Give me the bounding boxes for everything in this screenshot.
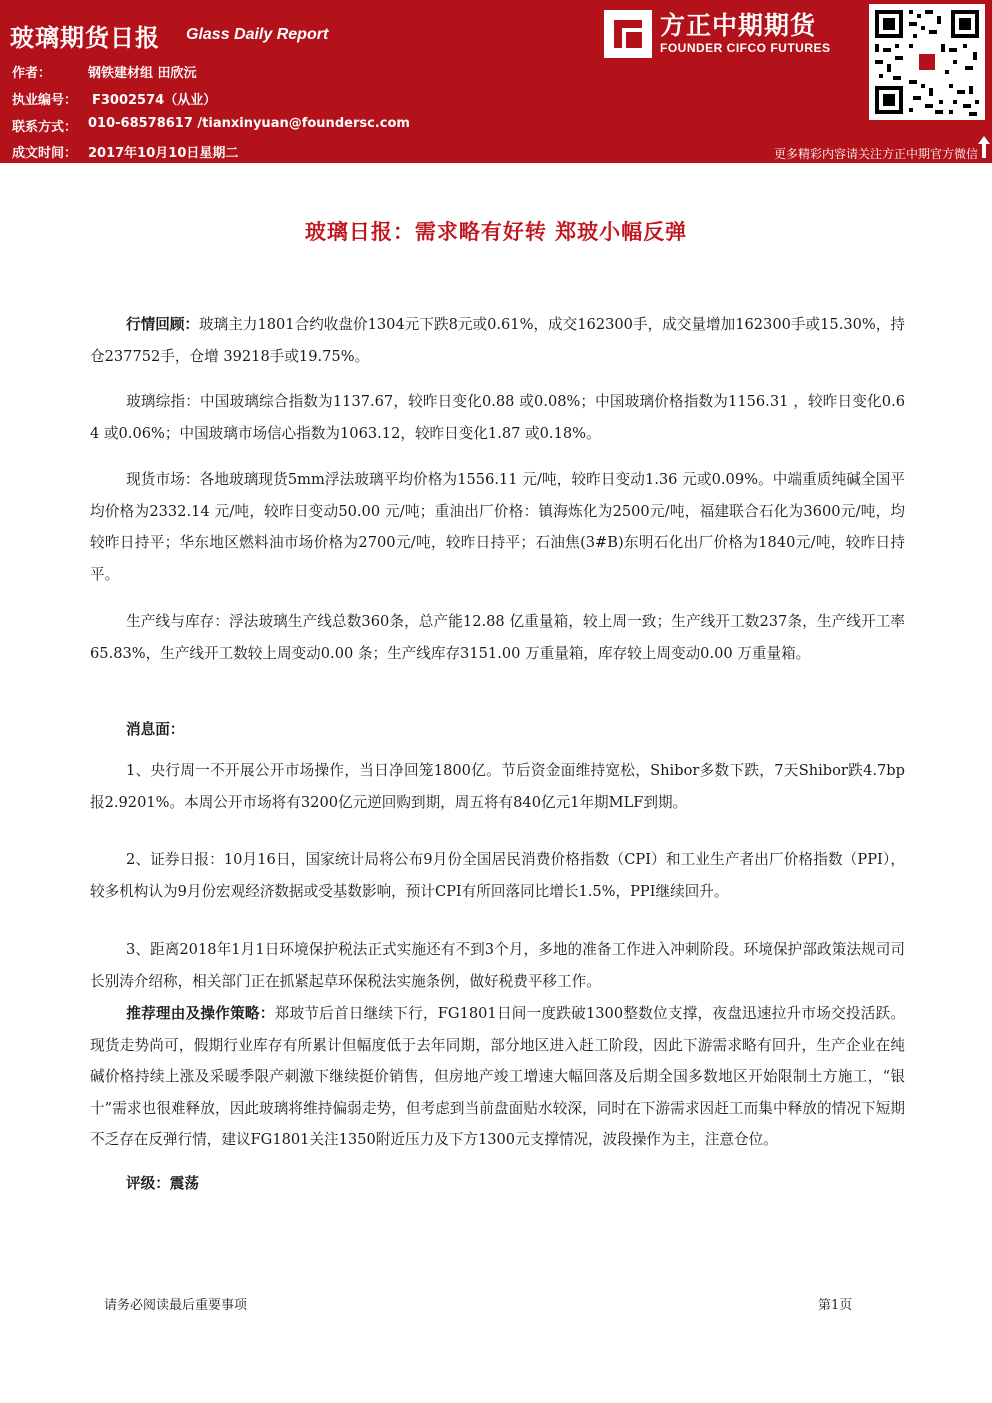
report-title: 玻璃期货日报 [10, 24, 160, 52]
founder-logo-icon [604, 10, 652, 58]
rating-label: 评级： [126, 1175, 170, 1192]
news-heading: 消息面： [126, 721, 185, 738]
page-number: 第1页 [818, 1298, 853, 1313]
glass-index-paragraph [90, 386, 905, 449]
strategy-paragraph [90, 998, 905, 1156]
strategy-text: 郑玻节后首日继续下行，FG1801日间一度跌破1300整数位支撑，夜盘迅速拉升市场交投活跃。现货走势尚可，假期行业库存有所累计但幅度低于去年同期，部分地区进入赶工阶段，因此下游需求略有回升，生产企业在纯碱价格持续上涨及采暖季限产刺激下继续挺价销售，但房地产竣工增速大幅回落及后期全国多数地区开始限制土方施工，“银十”需求也很难释放，因此玻璃将维持偏弱走势，但考虑到当前盘面贴水较深，同时在下游需求因赶工而集中释放的情况下短期不乏存在反弹行情，建议FG1801关注1350附近压力及下方1300元支撑情况，波段操作为主，注意仓位。 [90, 1005, 905, 1148]
qr-code-icon [869, 4, 985, 120]
rating [90, 1168, 905, 1200]
spot-market-text: 现货市场：各地玻璃现货5mm浮法玻璃平均价格为1556.11 元/吨，较昨日变动1.36 元或0.09%。中端重质纯碱全国平均价格为2332.14 元/吨，较昨日变动50.00 元/吨；重油出厂价格：镇海炼化为2500元/吨，福建联合石化为3600元/吨，均较昨日持平；华东地区燃料油市场价格为2700元/吨，较昨日持平；石油焦(3#B)东明石化出厂价格为1840元/吨，较昨日持平。 [90, 471, 905, 583]
disclaimer-note: 请务必阅读最后重要事项 [104, 1298, 248, 1313]
meta-contact: 联系方式： 010-68578617 /tianxinyuan@foundersc.com [12, 116, 410, 135]
report-header [0, 0, 992, 163]
production-inventory-text: 生产线与库存：浮法玻璃生产线总数360条，总产能12.88 亿重量箱，较上周一致；生产线开工数237条，生产线开工率65.83%，生产线开工数较上周变动0.00 条；生产线库存3151.00 万重量箱，库存较上周变动0.00 万重量箱。 [90, 613, 905, 662]
market-review-label: 行情回顾： [126, 316, 200, 333]
production-inventory-paragraph [90, 606, 905, 669]
report-subtitle: Glass Daily Report [186, 26, 329, 43]
report-headline: 玻璃日报：需求略有好转 郑玻小幅反弹 [304, 220, 688, 244]
strategy-label: 推荐理由及操作策略： [126, 1005, 275, 1022]
market-review-text: 玻璃主力1801合约收盘价1304元下跌8元或0.61%，成交162300手，成交量增加162300手或15.30%，持仓237752手，仓增 39218手或19.75%。 [90, 316, 905, 365]
glass-index-text: 玻璃综指：中国玻璃综合指数为1137.67，较昨日变化0.88 或0.08%；中国玻璃价格指数为1156.31 ，较昨日变化0.64 或0.06%；中国玻璃市场信心指数为1063.12，较昨日变化1.87 或0.18%。 [90, 393, 905, 442]
logo-text-en: FOUNDER CIFCO FUTURES [660, 41, 831, 55]
up-arrow-icon [978, 136, 990, 158]
market-review-paragraph [90, 309, 905, 372]
meta-license: 执业编号： F3002574（从业） [12, 93, 217, 108]
spot-market-paragraph [90, 464, 905, 590]
follow-wechat-note: 更多精彩内容请关注方正中期官方微信 [773, 147, 978, 161]
meta-author: 作者： 钢铁建材组 田欣沅 [12, 66, 197, 81]
news-item: 2、证券日报：10月16日，国家统计局将公布9月份全国居民消费价格指数（CPI）和工业生产者出厂价格指数（PPI），较多机构认为9月份宏观经济数据或受基数影响，预计CPI有所回落同比增长1.5%，PPI继续回升。 [90, 851, 905, 900]
news-item: 1、央行周一不开展公开市场操作，当日净回笼1800亿。节后资金面维持宽松，Shibor多数下跌，7天Shibor跌4.7bp报2.9201%。本周公开市场将有3200亿元逆回购到期，周五将有840亿元1年期MLF到期。 [90, 762, 905, 811]
meta-date: 成文时间： 2017年10月10日星期二 [12, 146, 239, 161]
rating-value: 震荡 [169, 1175, 199, 1192]
logo-text-cn: 方正中期期货 [660, 11, 817, 40]
news-item: 3、距离2018年1月1日环境保护税法正式实施还有不到3个月，多地的准备工作进入冲刺阶段。环境保护部政策法规司司长别涛介绍称，相关部门正在抓紧起草环保税法实施条例，做好税费平移工作。 [90, 941, 905, 990]
